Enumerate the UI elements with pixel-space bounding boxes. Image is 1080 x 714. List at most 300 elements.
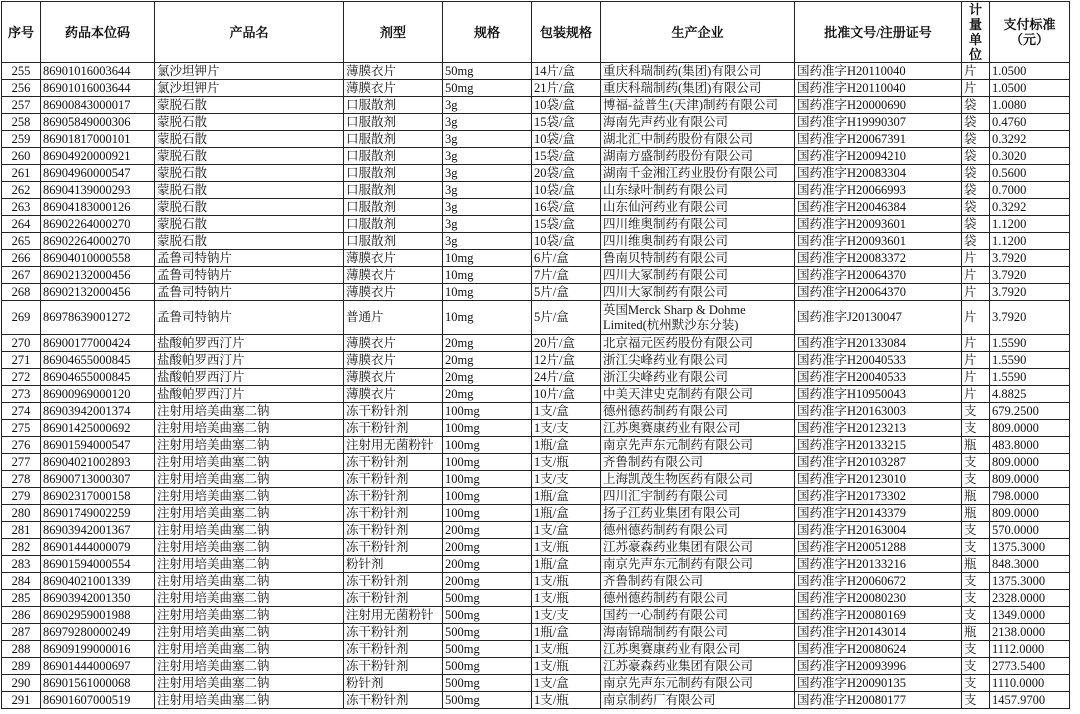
cell-unit: 支 — [962, 573, 990, 590]
cell-product-name: 注射用培美曲塞二钠 — [155, 573, 344, 590]
cell-payment-standard: 809.0000 — [990, 420, 1070, 437]
cell-product-name: 蒙脱石散 — [155, 182, 344, 199]
cell-approval-number: 国药准字H20093601 — [795, 233, 962, 250]
header-package: 包装规格 — [532, 2, 601, 63]
table-row — [2, 352, 1070, 369]
cell-package: 15袋/盒 — [532, 216, 601, 233]
cell-approval-number: 国药准字H20080624 — [795, 641, 962, 658]
cell-dosage-form: 冻干粉针剂 — [344, 573, 443, 590]
cell-manufacturer: 四川维奥制药有限公司 — [601, 216, 795, 233]
cell-index: 268 — [2, 284, 41, 301]
cell-dosage-form: 口服散剂 — [344, 148, 443, 165]
cell-product-name: 盐酸帕罗西汀片 — [155, 335, 344, 352]
cell-drug-code: 86901561000068 — [41, 675, 155, 692]
cell-strength: 3g — [443, 165, 532, 182]
cell-strength: 100mg — [443, 471, 532, 488]
cell-package: 1瓶/盒 — [532, 437, 601, 454]
cell-strength: 3g — [443, 97, 532, 114]
cell-unit: 瓶 — [962, 488, 990, 505]
header-row — [2, 2, 1070, 63]
cell-strength: 200mg — [443, 573, 532, 590]
cell-approval-number: 国药准字H20143014 — [795, 624, 962, 641]
cell-index: 258 — [2, 114, 41, 131]
cell-approval-number: 国药准字H20173302 — [795, 488, 962, 505]
cell-drug-code: 86902264000270 — [41, 233, 155, 250]
cell-payment-standard: 1.1200 — [990, 233, 1070, 250]
cell-package: 1支/瓶 — [532, 573, 601, 590]
cell-payment-standard: 809.0000 — [990, 454, 1070, 471]
cell-dosage-form: 粉针剂 — [344, 556, 443, 573]
cell-unit: 袋 — [962, 182, 990, 199]
table-row — [2, 403, 1070, 420]
cell-drug-code: 86904010000558 — [41, 250, 155, 267]
cell-unit: 袋 — [962, 216, 990, 233]
cell-payment-standard: 570.0000 — [990, 522, 1070, 539]
table-row — [2, 522, 1070, 539]
cell-index: 271 — [2, 352, 41, 369]
table-body — [2, 63, 1070, 709]
cell-drug-code: 86904139000293 — [41, 182, 155, 199]
cell-approval-number: 国药准字H20133084 — [795, 335, 962, 352]
table-row — [2, 505, 1070, 522]
cell-payment-standard: 1.5590 — [990, 369, 1070, 386]
cell-package: 1支/支 — [532, 420, 601, 437]
cell-unit: 瓶 — [962, 624, 990, 641]
cell-index: 261 — [2, 165, 41, 182]
cell-manufacturer: 南京先声东元制药有限公司 — [601, 675, 795, 692]
cell-manufacturer: 四川汇宇制药有限公司 — [601, 488, 795, 505]
cell-dosage-form: 冻干粉针剂 — [344, 420, 443, 437]
cell-index: 260 — [2, 148, 41, 165]
cell-index: 266 — [2, 250, 41, 267]
cell-strength: 20mg — [443, 352, 532, 369]
cell-approval-number: 国药准字H20163004 — [795, 522, 962, 539]
cell-manufacturer: 浙江尖峰药业有限公司 — [601, 352, 795, 369]
cell-index: 255 — [2, 63, 41, 80]
cell-package: 15袋/盒 — [532, 114, 601, 131]
cell-approval-number: 国药准字H20051288 — [795, 539, 962, 556]
cell-drug-code: 86900843000017 — [41, 97, 155, 114]
cell-dosage-form: 冻干粉针剂 — [344, 454, 443, 471]
cell-unit: 支 — [962, 607, 990, 624]
cell-dosage-form: 冻干粉针剂 — [344, 403, 443, 420]
cell-strength: 3g — [443, 131, 532, 148]
cell-package: 20袋/盒 — [532, 165, 601, 182]
cell-package: 12片/盒 — [532, 352, 601, 369]
cell-payment-standard: 0.4760 — [990, 114, 1070, 131]
cell-payment-standard: 1375.3000 — [990, 539, 1070, 556]
cell-unit: 支 — [962, 522, 990, 539]
cell-approval-number: 国药准字H20040533 — [795, 352, 962, 369]
cell-strength: 100mg — [443, 403, 532, 420]
table-row — [2, 692, 1070, 709]
cell-dosage-form: 冻干粉针剂 — [344, 471, 443, 488]
cell-approval-number: 国药准字H20123213 — [795, 420, 962, 437]
cell-manufacturer: 英国Merck Sharp & Dohme Limited(杭州默沙东分装) — [601, 301, 795, 335]
cell-dosage-form: 冻干粉针剂 — [344, 488, 443, 505]
cell-dosage-form: 冻干粉针剂 — [344, 692, 443, 709]
cell-drug-code: 86901444000079 — [41, 539, 155, 556]
header-manufacturer: 生产企业 — [601, 2, 795, 63]
cell-unit: 片 — [962, 301, 990, 335]
cell-product-name: 注射用培美曲塞二钠 — [155, 454, 344, 471]
cell-product-name: 注射用培美曲塞二钠 — [155, 488, 344, 505]
cell-index: 284 — [2, 573, 41, 590]
cell-unit: 袋 — [962, 233, 990, 250]
cell-index: 291 — [2, 692, 41, 709]
cell-drug-code: 86904920000921 — [41, 148, 155, 165]
cell-unit: 支 — [962, 692, 990, 709]
cell-unit: 瓶 — [962, 437, 990, 454]
cell-manufacturer: 齐鲁制药有限公司 — [601, 454, 795, 471]
cell-strength: 3g — [443, 182, 532, 199]
cell-package: 5片/盒 — [532, 284, 601, 301]
cell-approval-number: 国药准字H20040533 — [795, 369, 962, 386]
table-row — [2, 488, 1070, 505]
cell-package: 1支/盒 — [532, 522, 601, 539]
table-row — [2, 454, 1070, 471]
cell-approval-number: 国药准字H20133215 — [795, 437, 962, 454]
cell-payment-standard: 1110.0000 — [990, 675, 1070, 692]
cell-drug-code: 86901016003644 — [41, 63, 155, 80]
cell-dosage-form: 粉针剂 — [344, 675, 443, 692]
cell-package: 1支/瓶 — [532, 692, 601, 709]
cell-product-name: 氯沙坦钾片 — [155, 63, 344, 80]
cell-drug-code: 86901444000697 — [41, 658, 155, 675]
cell-product-name: 蒙脱石散 — [155, 97, 344, 114]
cell-approval-number: 国药准字H20067391 — [795, 131, 962, 148]
cell-index: 289 — [2, 658, 41, 675]
cell-unit: 袋 — [962, 148, 990, 165]
cell-package: 21片/盒 — [532, 80, 601, 97]
cell-index: 256 — [2, 80, 41, 97]
cell-strength: 200mg — [443, 539, 532, 556]
table-row — [2, 199, 1070, 216]
cell-payment-standard: 809.0000 — [990, 505, 1070, 522]
cell-index: 269 — [2, 301, 41, 335]
table-row — [2, 63, 1070, 80]
cell-manufacturer: 湖南千金湘江药业股份有限公司 — [601, 165, 795, 182]
cell-manufacturer: 四川大冢制药有限公司 — [601, 284, 795, 301]
table-row — [2, 386, 1070, 403]
cell-drug-code: 86902959001988 — [41, 607, 155, 624]
cell-package: 1支/瓶 — [532, 539, 601, 556]
cell-drug-code: 86903942001350 — [41, 590, 155, 607]
cell-approval-number: 国药准字H20143379 — [795, 505, 962, 522]
table-row — [2, 80, 1070, 97]
table-row — [2, 216, 1070, 233]
cell-package: 1支/瓶 — [532, 658, 601, 675]
cell-dosage-form: 薄膜衣片 — [344, 284, 443, 301]
cell-dosage-form: 口服散剂 — [344, 165, 443, 182]
cell-manufacturer: 齐鲁制药有限公司 — [601, 573, 795, 590]
cell-approval-number: 国药准字H20083304 — [795, 165, 962, 182]
cell-approval-number: 国药准字H20046384 — [795, 199, 962, 216]
cell-manufacturer: 国药一心制药有限公司 — [601, 607, 795, 624]
cell-strength: 500mg — [443, 675, 532, 692]
cell-dosage-form: 普通片 — [344, 301, 443, 335]
cell-manufacturer: 四川维奥制药有限公司 — [601, 233, 795, 250]
cell-manufacturer: 北京福元医药股份有限公司 — [601, 335, 795, 352]
cell-unit: 支 — [962, 641, 990, 658]
cell-dosage-form: 薄膜衣片 — [344, 250, 443, 267]
cell-package: 24片/盒 — [532, 369, 601, 386]
cell-package: 1支/瓶 — [532, 590, 601, 607]
cell-package: 1支/支 — [532, 471, 601, 488]
cell-product-name: 盐酸帕罗西汀片 — [155, 369, 344, 386]
cell-payment-standard: 2138.0000 — [990, 624, 1070, 641]
cell-dosage-form: 冻干粉针剂 — [344, 522, 443, 539]
table-row — [2, 471, 1070, 488]
cell-dosage-form: 口服散剂 — [344, 233, 443, 250]
cell-payment-standard: 3.7920 — [990, 267, 1070, 284]
cell-payment-standard: 3.7920 — [990, 250, 1070, 267]
cell-strength: 100mg — [443, 488, 532, 505]
cell-unit: 支 — [962, 403, 990, 420]
cell-payment-standard: 848.3000 — [990, 556, 1070, 573]
cell-drug-code: 86909199000016 — [41, 641, 155, 658]
header-unit: 计量单位 — [962, 2, 990, 63]
cell-dosage-form: 薄膜衣片 — [344, 267, 443, 284]
cell-approval-number: 国药准字H20133216 — [795, 556, 962, 573]
cell-dosage-form: 薄膜衣片 — [344, 369, 443, 386]
cell-strength: 100mg — [443, 420, 532, 437]
cell-strength: 10mg — [443, 267, 532, 284]
cell-index: 278 — [2, 471, 41, 488]
cell-package: 5片/盒 — [532, 301, 601, 335]
cell-package: 1支/盒 — [532, 403, 601, 420]
cell-payment-standard: 0.3292 — [990, 199, 1070, 216]
cell-unit: 支 — [962, 471, 990, 488]
cell-index: 267 — [2, 267, 41, 284]
cell-manufacturer: 江苏奥赛康药业有限公司 — [601, 641, 795, 658]
cell-strength: 20mg — [443, 369, 532, 386]
cell-product-name: 蒙脱石散 — [155, 216, 344, 233]
cell-dosage-form: 冻干粉针剂 — [344, 539, 443, 556]
cell-package: 1支/瓶 — [532, 641, 601, 658]
cell-unit: 片 — [962, 267, 990, 284]
cell-product-name: 蒙脱石散 — [155, 131, 344, 148]
cell-product-name: 注射用培美曲塞二钠 — [155, 420, 344, 437]
cell-strength: 100mg — [443, 505, 532, 522]
table-row — [2, 556, 1070, 573]
cell-payment-standard: 1.0500 — [990, 63, 1070, 80]
cell-payment-standard: 0.7000 — [990, 182, 1070, 199]
cell-dosage-form: 口服散剂 — [344, 97, 443, 114]
cell-manufacturer: 重庆科瑞制药(集团)有限公司 — [601, 63, 795, 80]
cell-unit: 瓶 — [962, 556, 990, 573]
table-row — [2, 369, 1070, 386]
cell-package: 10袋/盒 — [532, 233, 601, 250]
cell-product-name: 注射用培美曲塞二钠 — [155, 641, 344, 658]
cell-index: 288 — [2, 641, 41, 658]
header-payment-standard: 支付标准（元） — [990, 2, 1070, 63]
cell-dosage-form: 冻干粉针剂 — [344, 590, 443, 607]
table-row — [2, 420, 1070, 437]
cell-strength: 3g — [443, 199, 532, 216]
cell-index: 277 — [2, 454, 41, 471]
table-row — [2, 165, 1070, 182]
cell-payment-standard: 2773.5400 — [990, 658, 1070, 675]
cell-index: 263 — [2, 199, 41, 216]
table-row — [2, 624, 1070, 641]
cell-product-name: 蒙脱石散 — [155, 199, 344, 216]
cell-dosage-form: 冻干粉针剂 — [344, 658, 443, 675]
cell-payment-standard: 0.3020 — [990, 148, 1070, 165]
cell-drug-code: 86901594000554 — [41, 556, 155, 573]
cell-unit: 支 — [962, 675, 990, 692]
cell-unit: 瓶 — [962, 505, 990, 522]
cell-manufacturer: 德州德药制药有限公司 — [601, 403, 795, 420]
cell-approval-number: 国药准字H20064370 — [795, 284, 962, 301]
header-index: 序号 — [2, 2, 41, 63]
cell-product-name: 注射用培美曲塞二钠 — [155, 590, 344, 607]
cell-dosage-form: 口服散剂 — [344, 131, 443, 148]
cell-approval-number: 国药准字J20130047 — [795, 301, 962, 335]
cell-approval-number: 国药准字H19990307 — [795, 114, 962, 131]
cell-approval-number: 国药准字H20060672 — [795, 573, 962, 590]
cell-payment-standard: 1.0500 — [990, 80, 1070, 97]
cell-package: 1支/支 — [532, 607, 601, 624]
table-row — [2, 301, 1070, 335]
table-row — [2, 233, 1070, 250]
header-drug-code: 药品本位码 — [41, 2, 155, 63]
cell-manufacturer: 海南锦瑞制药有限公司 — [601, 624, 795, 641]
cell-approval-number: 国药准字H20083372 — [795, 250, 962, 267]
cell-package: 1瓶/盒 — [532, 556, 601, 573]
cell-unit: 袋 — [962, 114, 990, 131]
cell-strength: 50mg — [443, 80, 532, 97]
cell-package: 1支/盒 — [532, 675, 601, 692]
table-row — [2, 539, 1070, 556]
cell-manufacturer: 南京制药厂有限公司 — [601, 692, 795, 709]
cell-product-name: 注射用培美曲塞二钠 — [155, 505, 344, 522]
cell-package: 15袋/盒 — [532, 148, 601, 165]
cell-strength: 10mg — [443, 250, 532, 267]
cell-dosage-form: 口服散剂 — [344, 182, 443, 199]
cell-index: 265 — [2, 233, 41, 250]
header-approval-number: 批准文号/注册证号 — [795, 2, 962, 63]
cell-unit: 片 — [962, 250, 990, 267]
cell-index: 257 — [2, 97, 41, 114]
cell-payment-standard: 1.5590 — [990, 335, 1070, 352]
cell-package: 6片/盒 — [532, 250, 601, 267]
cell-drug-code: 86902317000158 — [41, 488, 155, 505]
table-row — [2, 607, 1070, 624]
table-row — [2, 675, 1070, 692]
cell-package: 10袋/盒 — [532, 182, 601, 199]
cell-payment-standard: 798.0000 — [990, 488, 1070, 505]
cell-approval-number: 国药准字H20066993 — [795, 182, 962, 199]
cell-approval-number: 国药准字H20090135 — [795, 675, 962, 692]
cell-index: 290 — [2, 675, 41, 692]
cell-strength: 20mg — [443, 386, 532, 403]
cell-dosage-form: 注射用无菌粉针 — [344, 607, 443, 624]
cell-product-name: 孟鲁司特钠片 — [155, 284, 344, 301]
cell-strength: 20mg — [443, 335, 532, 352]
cell-manufacturer: 江苏奥赛康药业有限公司 — [601, 420, 795, 437]
cell-unit: 支 — [962, 539, 990, 556]
cell-strength: 10mg — [443, 301, 532, 335]
cell-strength: 3g — [443, 233, 532, 250]
cell-payment-standard: 4.8825 — [990, 386, 1070, 403]
cell-index: 262 — [2, 182, 41, 199]
cell-drug-code: 86904021002893 — [41, 454, 155, 471]
cell-product-name: 注射用培美曲塞二钠 — [155, 471, 344, 488]
cell-unit: 片 — [962, 352, 990, 369]
cell-index: 279 — [2, 488, 41, 505]
cell-product-name: 氯沙坦钾片 — [155, 80, 344, 97]
cell-approval-number: 国药准字H20110040 — [795, 63, 962, 80]
table-row — [2, 114, 1070, 131]
cell-unit: 片 — [962, 80, 990, 97]
cell-drug-code: 86903942001367 — [41, 522, 155, 539]
table-row — [2, 573, 1070, 590]
table-row — [2, 97, 1070, 114]
cell-product-name: 孟鲁司特钠片 — [155, 301, 344, 335]
cell-drug-code: 86902132000456 — [41, 284, 155, 301]
cell-dosage-form: 薄膜衣片 — [344, 335, 443, 352]
cell-manufacturer: 博福-益普生(天津)制药有限公司 — [601, 97, 795, 114]
cell-manufacturer: 浙江尖峰药业有限公司 — [601, 369, 795, 386]
cell-approval-number: 国药准字H10950043 — [795, 386, 962, 403]
cell-unit: 支 — [962, 420, 990, 437]
cell-dosage-form: 口服散剂 — [344, 114, 443, 131]
cell-manufacturer: 南京先声东元制药有限公司 — [601, 556, 795, 573]
cell-approval-number: 国药准字H20000690 — [795, 97, 962, 114]
cell-strength: 500mg — [443, 658, 532, 675]
cell-unit: 片 — [962, 369, 990, 386]
cell-dosage-form: 冻干粉针剂 — [344, 641, 443, 658]
cell-manufacturer: 江苏豪森药业集团有限公司 — [601, 658, 795, 675]
cell-approval-number: 国药准字H20080230 — [795, 590, 962, 607]
cell-drug-code: 86904960000547 — [41, 165, 155, 182]
cell-drug-code: 86904655000845 — [41, 352, 155, 369]
table-row — [2, 658, 1070, 675]
cell-drug-code: 86900713000307 — [41, 471, 155, 488]
cell-unit: 袋 — [962, 199, 990, 216]
cell-drug-code: 86979280000249 — [41, 624, 155, 641]
cell-strength: 500mg — [443, 641, 532, 658]
cell-index: 273 — [2, 386, 41, 403]
cell-approval-number: 国药准字H20110040 — [795, 80, 962, 97]
cell-strength: 50mg — [443, 63, 532, 80]
cell-product-name: 孟鲁司特钠片 — [155, 250, 344, 267]
cell-index: 283 — [2, 556, 41, 573]
cell-payment-standard: 3.7920 — [990, 284, 1070, 301]
cell-drug-code: 86900177000424 — [41, 335, 155, 352]
table-row — [2, 267, 1070, 284]
cell-product-name: 注射用培美曲塞二钠 — [155, 556, 344, 573]
cell-product-name: 注射用培美曲塞二钠 — [155, 624, 344, 641]
cell-unit: 片 — [962, 284, 990, 301]
cell-index: 285 — [2, 590, 41, 607]
cell-strength: 100mg — [443, 437, 532, 454]
cell-approval-number: 国药准字H20163003 — [795, 403, 962, 420]
cell-dosage-form: 口服散剂 — [344, 199, 443, 216]
cell-manufacturer: 上海凯茂生物医药有限公司 — [601, 471, 795, 488]
cell-product-name: 蒙脱石散 — [155, 165, 344, 182]
cell-approval-number: 国药准字H20103287 — [795, 454, 962, 471]
cell-product-name: 注射用培美曲塞二钠 — [155, 403, 344, 420]
cell-dosage-form: 冻干粉针剂 — [344, 624, 443, 641]
cell-strength: 500mg — [443, 624, 532, 641]
cell-drug-code: 86901594000547 — [41, 437, 155, 454]
cell-product-name: 盐酸帕罗西汀片 — [155, 352, 344, 369]
cell-manufacturer: 德州德药制药有限公司 — [601, 522, 795, 539]
cell-approval-number: 国药准字H20093601 — [795, 216, 962, 233]
cell-product-name: 注射用培美曲塞二钠 — [155, 658, 344, 675]
